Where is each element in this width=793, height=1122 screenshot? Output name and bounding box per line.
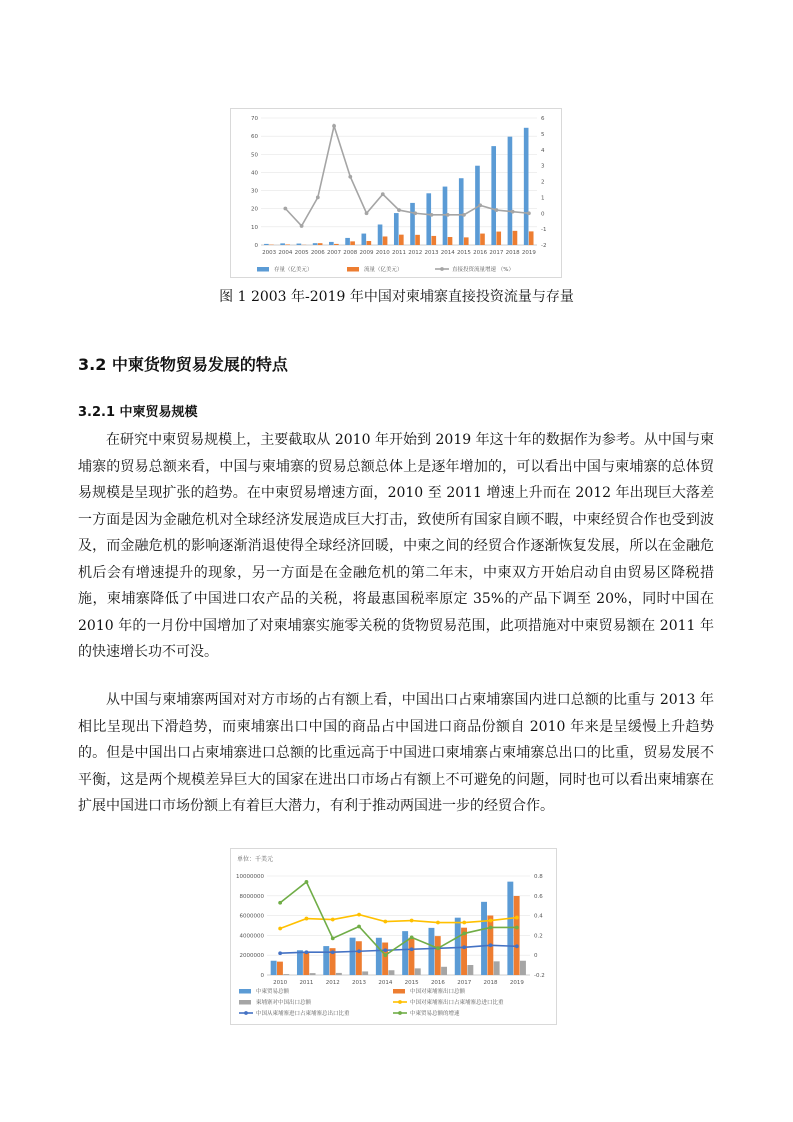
right-axis-tick-label: 3 (541, 163, 545, 170)
bar (378, 224, 383, 245)
legend-label: 直接投资流量增速 （%） (452, 267, 514, 273)
bar (441, 967, 447, 975)
bar (329, 242, 334, 245)
legend-swatch-marker (398, 1000, 402, 1004)
left-axis-tick-label: 60 (251, 134, 258, 141)
x-tick-label: 2013 (352, 980, 367, 986)
line-point (446, 213, 450, 217)
bar (362, 971, 368, 975)
bar (394, 213, 399, 245)
bar (350, 241, 355, 245)
line-point (357, 925, 361, 929)
left-axis-tick-label: 0 (254, 243, 258, 249)
x-tick-label: 2018 (505, 250, 520, 256)
x-tick-label: 2011 (299, 980, 314, 986)
figure-1-caption: 图 1 2003 年-2019 年中国对柬埔寨直接投资流量与存量 (219, 289, 574, 305)
line-point (489, 919, 493, 923)
x-tick-label: 2005 (294, 250, 309, 256)
bar (467, 965, 473, 975)
left-axis-tick-label: 40 (251, 170, 258, 177)
bar (507, 882, 513, 975)
line-point (331, 936, 335, 940)
bar (494, 961, 500, 975)
line-point (348, 175, 352, 179)
right-axis-tick-label: -2 (541, 243, 547, 249)
right-axis-tick-label: 0.4 (534, 913, 543, 920)
line-point (462, 213, 466, 217)
bar (356, 941, 362, 975)
bar (367, 241, 372, 245)
bar (297, 950, 303, 975)
bar (448, 237, 453, 245)
legend-label: 中国对柬埔寨出口占柬埔寨总进口比重 (410, 1000, 504, 1006)
left-axis-tick-label: 8000000 (239, 893, 264, 900)
line-point (305, 950, 309, 954)
bar (491, 146, 496, 245)
x-tick-label: 2014 (440, 250, 455, 256)
right-axis-tick-label: -0.2 (534, 973, 545, 979)
line-point (283, 207, 287, 211)
legend-label: 流量（亿美元） (364, 267, 403, 273)
bar (408, 938, 414, 975)
right-axis-tick-label: 0.8 (534, 874, 543, 880)
legend-label: 存量（亿美元） (274, 267, 313, 273)
legend-label: 中国从柬埔寨进口占柬埔寨总出口比重 (256, 1011, 350, 1017)
line-point (410, 947, 414, 951)
line-point (489, 943, 493, 947)
x-tick-label: 2012 (325, 980, 340, 986)
left-axis-tick-label: 50 (251, 152, 258, 159)
legend-swatch-marker (398, 1011, 402, 1015)
bar (415, 235, 420, 245)
bar (297, 244, 302, 245)
left-axis-tick-label: 10 (251, 224, 258, 231)
x-tick-label: 2017 (489, 250, 504, 256)
right-axis-tick-label: 4 (541, 147, 545, 154)
line-point (300, 224, 304, 228)
x-tick-label: 2012 (408, 250, 423, 256)
bar (524, 128, 529, 245)
line-point (410, 935, 414, 939)
x-tick-label: 2018 (483, 980, 498, 986)
x-tick-label: 2009 (359, 250, 374, 256)
bar (382, 943, 388, 975)
line-point (478, 203, 482, 207)
left-axis-tick-label: 2000000 (239, 953, 264, 960)
left-axis-tick-label: 70 (251, 116, 258, 122)
line-point (495, 208, 499, 212)
bar (410, 203, 415, 245)
x-tick-label: 2015 (404, 980, 419, 986)
line-point (515, 944, 519, 948)
bar (336, 973, 342, 975)
line-point (305, 880, 309, 884)
bar (513, 231, 518, 245)
bar (280, 243, 285, 245)
legend-label: 中国对柬埔寨出口总额 (410, 989, 466, 995)
right-axis-tick-label: 0 (541, 211, 545, 218)
bar (428, 928, 434, 975)
line-point (430, 213, 434, 217)
line-point (527, 211, 531, 215)
x-tick-label: 2014 (378, 980, 393, 986)
section-heading: 3.2 中柬货物贸易发展的特点 (78, 355, 288, 374)
line-point (365, 211, 369, 215)
line-point (462, 921, 466, 925)
line-point (278, 951, 282, 955)
line-point (462, 932, 466, 936)
left-axis-tick-label: 0 (260, 973, 264, 979)
line-point (462, 945, 466, 949)
x-tick-label: 2019 (509, 980, 524, 986)
left-axis-tick-label: 6000000 (239, 913, 264, 920)
right-axis-tick-label: 0 (534, 953, 538, 960)
x-tick-label: 2003 (262, 250, 277, 256)
x-tick-label: 2015 (456, 250, 471, 256)
line-point (381, 192, 385, 196)
bar (508, 137, 513, 245)
right-axis-tick-label: 0.2 (534, 933, 543, 940)
bar (318, 243, 323, 245)
bar (514, 896, 520, 975)
paragraph-1: 在研究中柬贸易规模上，主要截取从 2010 年开始到 2019 年这十年的数据作为参考。从中国与柬埔寨的贸易总额来看，中国与柬埔寨的贸易总额总体上是逐年增加的，可以看出中国与柬埔寨的总体贸易规模是呈现扩张的趋势。在中柬贸易增速方面，2010 至 2011 增速上升而在 2012 年出现巨大落差一方面是因为金融危机对全球经济发展造成巨大打击，致使所有国家自顾不暇，中柬经贸合作也受到波及，而金融危机的影响逐渐消退使得全球经济回暖，中柬之间的经贸合作逐渐恢复发展，所以在金融危机后会有增速提升的现象，另一方面是在金融危机的第二年末，中柬双方开始启动自由贸易区降税措施，柬埔寨降低了中国进口农产品的关税，将最惠国税率原定 35%的产品下调至 20%，同时中国在 2010 年的一月份中国增加了对柬埔寨实施零关税的货物贸易范围，此项措施对中柬贸易额在 2011 年的快速增长功不可没。 (78, 432, 714, 660)
investment-chart-svg (231, 109, 561, 277)
bar (415, 968, 421, 975)
line-point (511, 210, 515, 214)
bar (529, 231, 534, 245)
bar (345, 238, 350, 245)
x-tick-label: 2004 (278, 250, 293, 256)
legend-swatch (393, 989, 405, 994)
bar (459, 178, 464, 245)
line-point (515, 926, 519, 930)
x-tick-label: 2016 (430, 980, 445, 986)
legend-label: 中柬贸易总额的增速 (410, 1011, 460, 1017)
bar (481, 902, 487, 975)
left-axis-tick-label: 4000000 (239, 933, 264, 940)
line-point (316, 195, 320, 199)
bar (310, 973, 316, 975)
legend-swatch (239, 1000, 251, 1005)
line-point (357, 913, 361, 917)
bar (283, 974, 289, 975)
left-axis-tick-label: 20 (251, 206, 258, 213)
line-point (413, 211, 417, 215)
legend-label: 柬埔寨对中国出口总额 (256, 1000, 312, 1006)
line-point (489, 926, 493, 930)
legend-swatch-marker (440, 267, 444, 271)
bar (350, 938, 356, 975)
bar (426, 193, 431, 245)
bar (496, 232, 501, 245)
line-point (357, 949, 361, 953)
right-axis-tick-label: 6 (541, 116, 545, 122)
x-tick-label: 2008 (343, 250, 358, 256)
bar (480, 234, 485, 245)
line-point (331, 918, 335, 922)
x-tick-label: 2013 (424, 250, 439, 256)
x-tick-label: 2016 (473, 250, 488, 256)
line-point (383, 953, 387, 957)
x-tick-label: 2010 (375, 250, 390, 256)
bar (323, 946, 329, 975)
right-axis-tick-label: 1 (541, 195, 545, 202)
line-point (278, 901, 282, 905)
bar (435, 936, 441, 975)
bar (464, 237, 469, 245)
legend-label: 中柬贸易总额 (256, 989, 290, 995)
line-point (436, 946, 440, 950)
left-axis-tick-label: 30 (251, 188, 258, 195)
x-tick-label: 2010 (273, 980, 288, 986)
line-point (278, 927, 282, 931)
bar (431, 236, 436, 245)
trade-chart-svg (231, 849, 556, 1024)
line-point (305, 917, 309, 921)
line-point (410, 919, 414, 923)
investment-chart (230, 108, 562, 278)
x-tick-label: 2007 (327, 250, 342, 256)
legend-swatch (257, 267, 269, 272)
trade-chart (230, 848, 557, 1025)
subsection-heading: 3.2.1 中柬贸易规模 (78, 405, 198, 420)
bar (376, 938, 382, 975)
line-point (397, 208, 401, 212)
bar (520, 961, 526, 975)
bar (271, 961, 277, 975)
bar (383, 236, 388, 245)
bar (361, 234, 366, 245)
bar (285, 244, 290, 245)
legend-swatch (239, 989, 251, 994)
x-tick-label: 2019 (521, 250, 536, 256)
bar (264, 244, 269, 245)
bar (399, 235, 404, 245)
bar (334, 244, 339, 245)
x-tick-label: 2006 (310, 250, 325, 256)
line-point (331, 950, 335, 954)
legend-swatch-marker (244, 1011, 248, 1015)
line-point (332, 124, 336, 128)
x-tick-label: 2017 (457, 980, 472, 986)
left-axis-tick-label: 10000000 (236, 874, 264, 880)
bar (455, 918, 461, 975)
unit-label: 单位：千美元 (237, 856, 274, 863)
right-axis-tick-label: 5 (541, 131, 545, 138)
paragraph-2: 从中国与柬埔寨两国对对方市场的占有额上看，中国出口占柬埔寨国内进口总额的比重与 2013 年相比呈现出下滑趋势，而柬埔寨出口中国的商品占中国进口商品份额自 2010 年来是呈缓慢上升趋势的。但是中国出口占柬埔寨进口总额的比重远高于中国进口柬埔寨占柬埔寨总出口的比重，贸易发展不平衡，这是两个规模差异巨大的国家在进出口市场占有额上不可避免的问题，同时也可以看出柬埔寨在扩展中国进口市场份额上有着巨大潜力，有利于推动两国进一步的经贸合作。 (78, 692, 714, 814)
bar (402, 931, 408, 975)
right-axis-tick-label: 2 (541, 179, 545, 186)
line-point (515, 916, 519, 920)
bar (389, 970, 395, 975)
line-point (383, 920, 387, 924)
line-point (436, 921, 440, 925)
right-axis-tick-label: 0.6 (534, 893, 543, 900)
x-tick-label: 2011 (392, 250, 406, 256)
line-point (383, 948, 387, 952)
bar (303, 952, 309, 975)
bar (277, 962, 283, 975)
right-axis-tick-label: -1 (541, 227, 547, 234)
bar (313, 243, 318, 245)
legend-swatch (347, 267, 359, 272)
